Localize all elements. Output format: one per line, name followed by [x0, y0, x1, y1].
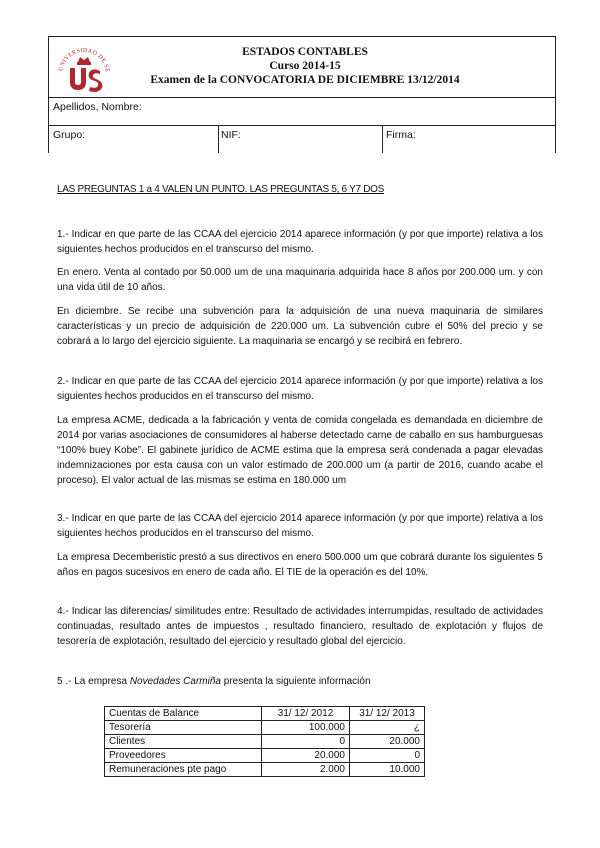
instructions: LAS PREGUNTAS 1 a 4 VALEN UN PUNTO. LAS PREGUNTAS 5, 6 Y7 DOS [57, 184, 384, 195]
question-2-case: La empresa ACME, dedicada a la fabricación y venta de comida congelada es demandada en diciembre de 2014 por varias asociaciones de consumidores al haberse detectado carne de caballo en sus hamburguesas “100% buey Kobe”. El gabinete jurídico de ACME estima que la empresa será condenada a pagar elevadas indemnizaciones por esta causa con un valor estimado de 200.000 um (a partir de 2016, cuando acabe el proceso). El valor actual de las mismas se estima en 180.000 um [57, 415, 543, 486]
nif-field[interactable] [245, 127, 377, 151]
form-divider-firma [382, 125, 383, 153]
table-cell: ¿ [350, 721, 425, 735]
exam-title [80, 45, 530, 87]
title-line-3: Examen de la CONVOCATORIA DE DICIEMBRE 13/12/2014 [150, 74, 460, 86]
question-3-statement: 3.- Indicar en que parte de las CCAA del ejercicio 2014 aparece información (y por que importe) relativa a los siguientes hechos producidos en el transcurso del mismo. [57, 513, 543, 539]
question-5-intro-suffix: presenta la siguiente información [220, 676, 371, 687]
header-box-left-border [48, 36, 49, 153]
table-row [105, 721, 425, 735]
nif-field-label: NIF: [221, 129, 241, 141]
name-field-label: Apellidos, Nombre: [53, 101, 142, 113]
balance-table [104, 706, 425, 777]
question-5-intro-prefix: 5 .- La empresa [57, 676, 130, 687]
header-divider-2 [48, 125, 556, 126]
header-box-top-border [48, 36, 556, 37]
header-divider-1 [48, 97, 556, 98]
question-5-intro [57, 674, 543, 689]
header-box-right-border [555, 36, 556, 153]
group-field[interactable] [95, 127, 213, 151]
table-cell: Clientes [105, 735, 262, 749]
table-cell: 2.000 [262, 763, 350, 777]
question-4-statement: 4.- Indicar las diferencias/ similitudes entre: Resultado de actividades interrumpidas, resultado de actividades continuadas, resultado antes de impuestos , resultado financiero, resultado de explotación y flujos de tesorería de explotación, resultado del ejercicio y resultado global del ejercicio. [57, 606, 543, 647]
table-cell: 0 [262, 735, 350, 749]
table-header-row [105, 707, 425, 721]
question-1-statement: 1.- Indicar en que parte de las CCAA del ejercicio 2014 aparece información (y por que importe) relativa a los siguientes hechos producidos en el transcurso del mismo. [57, 229, 543, 255]
table-cell: 10.000 [350, 763, 425, 777]
table-header: 31/ 12/ 2013 [350, 707, 425, 721]
form-divider-nif [218, 125, 219, 153]
table-cell: Proveedores [105, 749, 262, 763]
table-header: Cuentas de Balance [105, 707, 262, 721]
question-2-statement: 2.- Indicar en que parte de las CCAA del ejercicio 2014 aparece información (y por que importe) relativa a los siguientes hechos producidos en el transcurso del mismo. [57, 376, 543, 402]
company-name: Novedades Carmiña [129, 676, 221, 687]
signature-field-label: Firma: [386, 129, 416, 141]
title-line-1: ESTADOS CONTABLES [242, 46, 368, 58]
group-field-label: Grupo: [53, 129, 86, 141]
signature-field[interactable] [420, 127, 550, 151]
table-header: 31/ 12/ 2012 [262, 707, 350, 721]
table-cell: 0 [350, 749, 425, 763]
table-cell: 20.000 [350, 735, 425, 749]
svg-text:UNIVERSIDAD DE SEVILLA: UNIVERSIDAD DE SE [58, 47, 110, 73]
table-row [105, 749, 425, 763]
table-cell: 20.000 [262, 749, 350, 763]
table-row [105, 763, 425, 777]
question-1-case-b: En diciembre. Se recibe una subvención para la adquisición de una nueva maquinaria de similares características y un precio de adquisición de 220.000 um. La subvención cubre el 50% del precio y se cobrará a lo largo del ejercicio siguiente. La maquinaria se encargó y se recibirá en febrero. [57, 306, 543, 347]
question-1-case-a: En enero. Venta al contado por 50.000 um de una maquinaria adquirida hace 8 años por 200.000 um. y con una vida útil de 10 años. [57, 267, 543, 293]
name-field[interactable] [160, 99, 550, 123]
table-cell: 100.000 [262, 721, 350, 735]
question-3-case: La empresa Decemberistic prestó a sus directivos en enero 500.000 um que cobrará durante los siguientes 5 años en pagos sucesivos en enero de cada año. El TIE de la operación es del 10%. [57, 552, 543, 578]
title-line-2: Curso 2014-15 [269, 60, 341, 72]
table-cell: Remuneraciones pte pago [105, 763, 262, 777]
table-row [105, 735, 425, 749]
table-cell: Tesorería [105, 721, 262, 735]
